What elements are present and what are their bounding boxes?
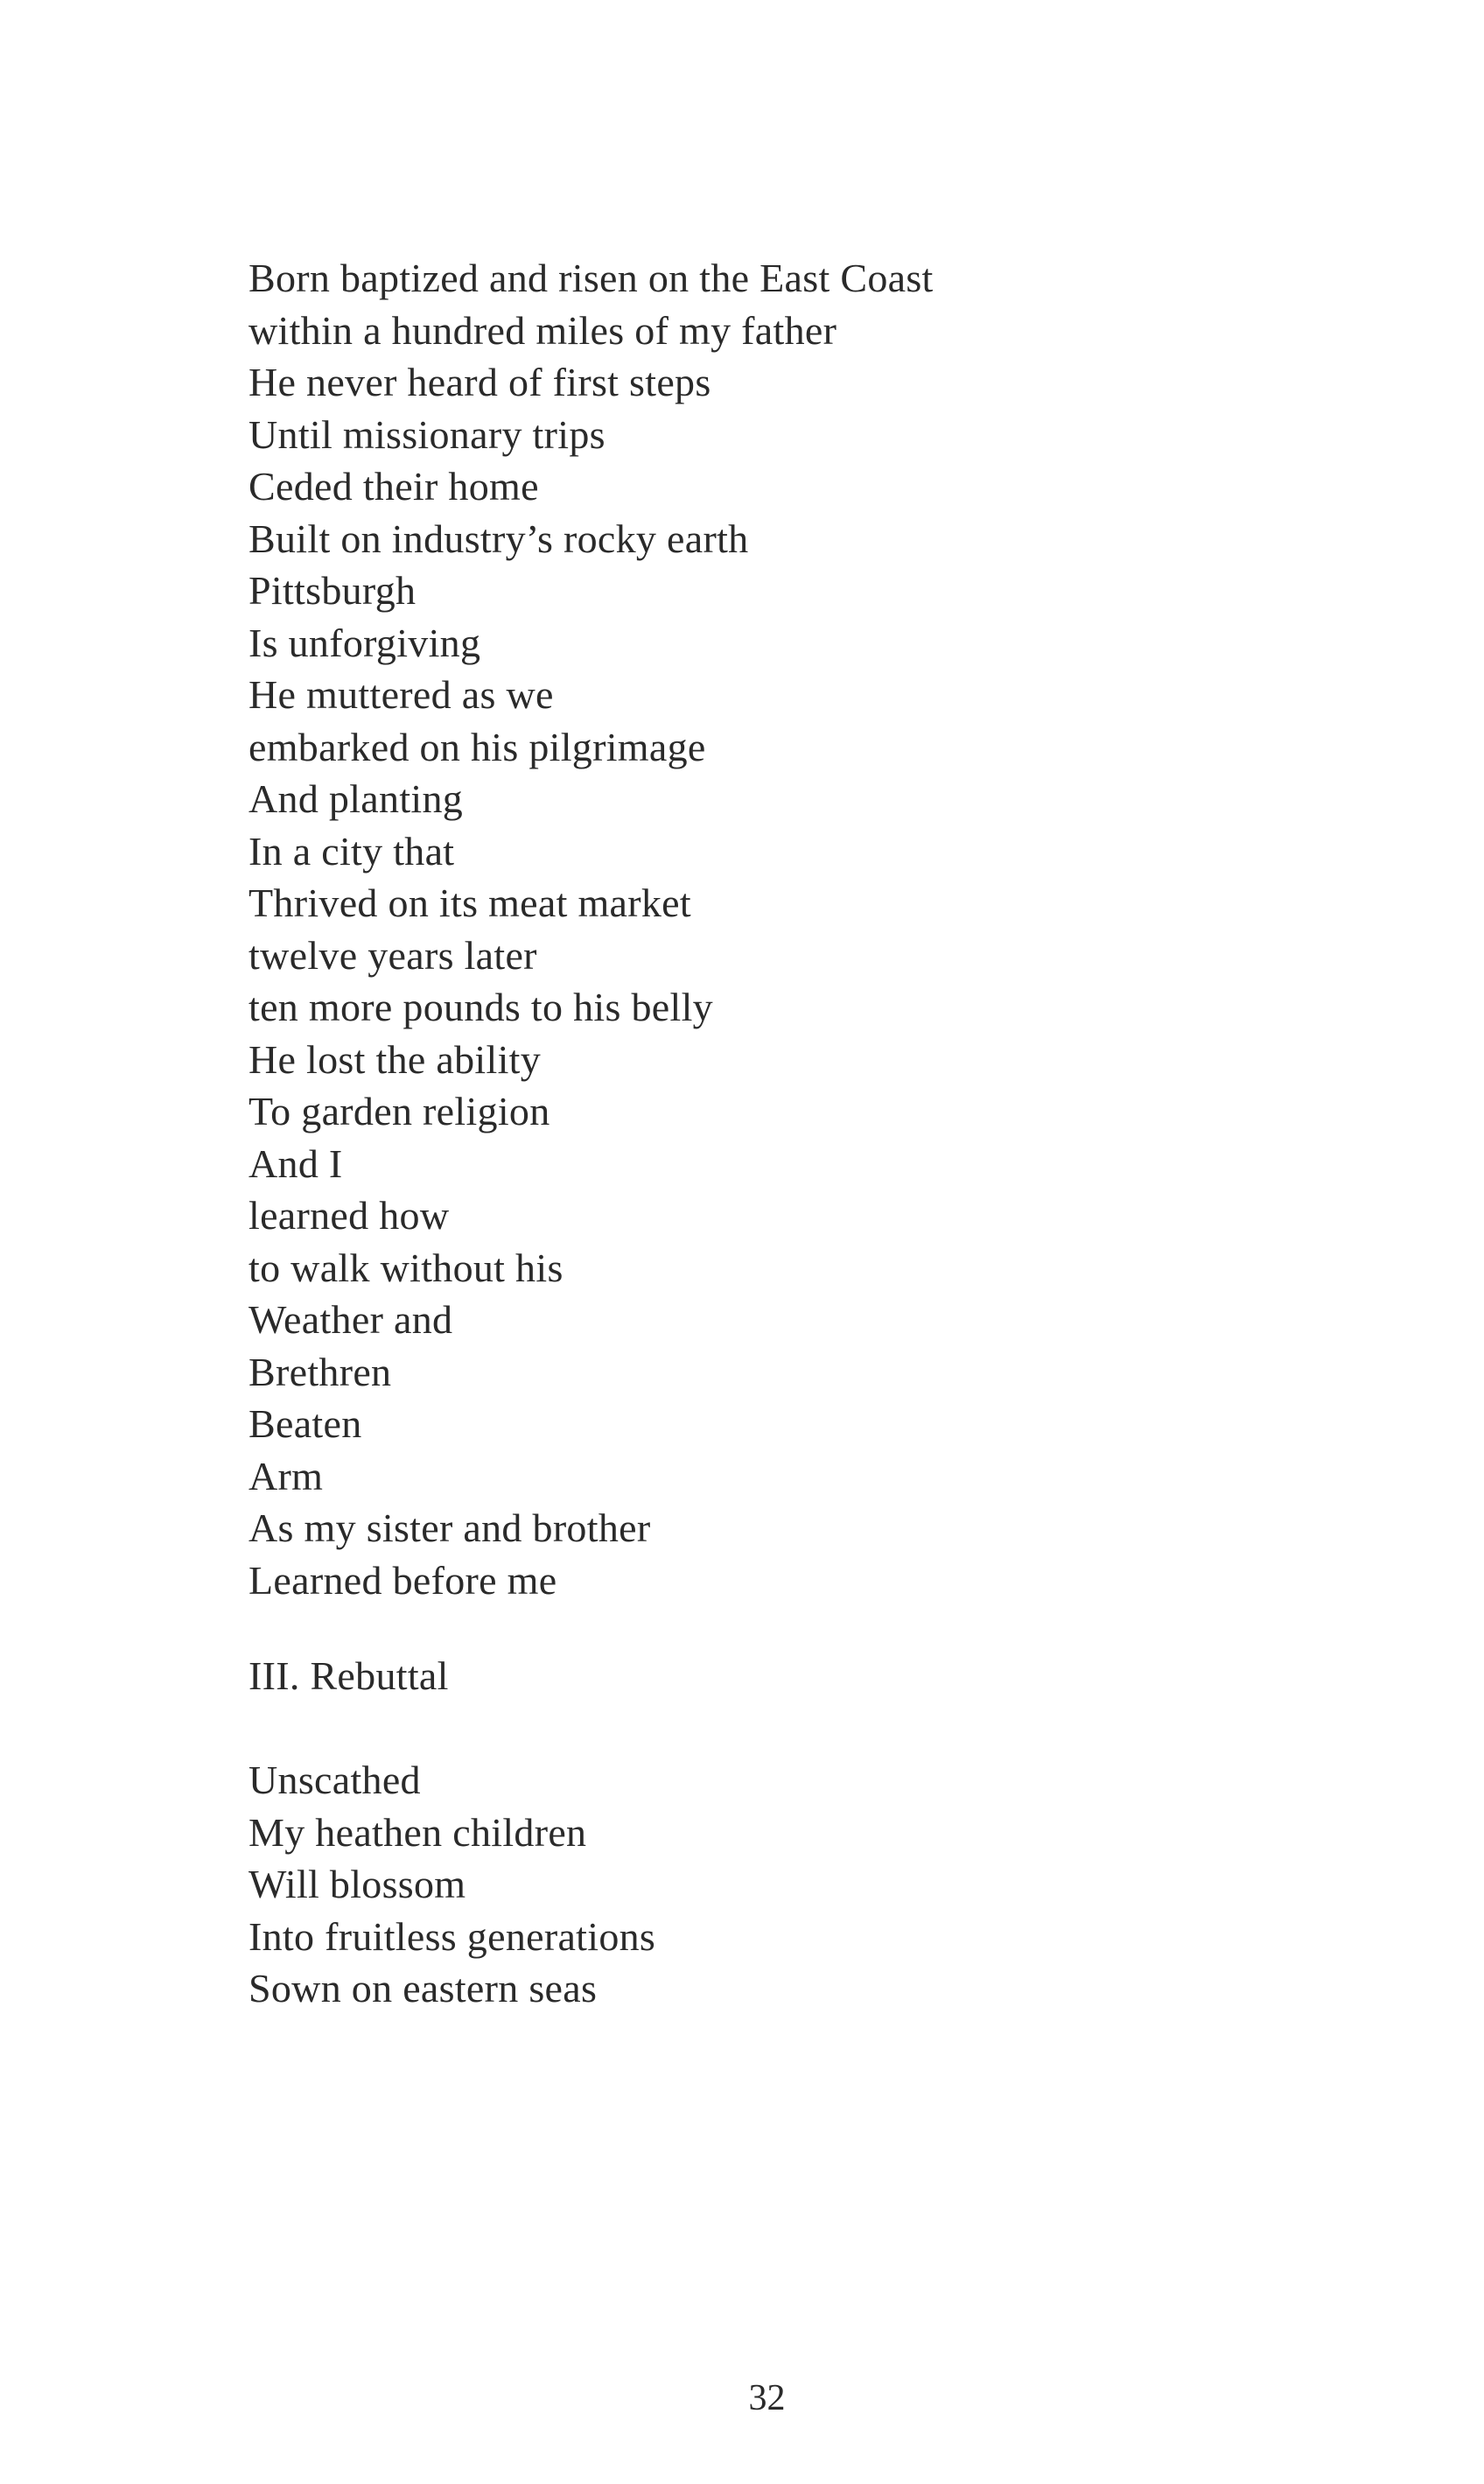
poem-stanza-main xyxy=(248,252,934,1606)
poem-line: My heathen children xyxy=(248,1809,587,1855)
poem-line: To garden religion xyxy=(248,1089,550,1133)
poem-line: Born baptized and risen on the East Coast xyxy=(248,256,934,300)
poem-line: Sown on eastern seas xyxy=(248,1966,598,2010)
poem-line: Built on industry’s rocky earth xyxy=(248,516,749,561)
poem-line: Will blossom xyxy=(248,1862,466,1906)
poem-line: Brethren xyxy=(248,1349,392,1394)
poem-line: And I xyxy=(248,1140,343,1186)
poem-line: In a city that xyxy=(248,828,455,874)
poem-line: Beaten xyxy=(248,1401,362,1446)
poem-line: within a hundred miles of my father xyxy=(248,307,837,353)
poem-line: ten more pounds to his belly xyxy=(248,985,713,1029)
poem-line: Pittsburgh xyxy=(248,568,416,613)
poem-line: He lost the ability xyxy=(248,1036,542,1082)
poem-line: Arm xyxy=(248,1453,324,1498)
poem-line: As my sister and brother xyxy=(248,1505,651,1550)
poem-line: Weather and xyxy=(248,1297,453,1342)
poem-line: He never heard of first steps xyxy=(248,360,711,404)
page-number: 32 xyxy=(748,2378,786,2418)
poem-line: Until missionary trips xyxy=(248,411,606,457)
poem-line: And planting xyxy=(248,776,464,821)
poem-line: Thrived on its meat market xyxy=(248,881,691,925)
poem-line: learned how xyxy=(248,1193,450,1238)
poem-line: embarked on his pilgrimage xyxy=(248,724,706,769)
poem-line: Unscathed xyxy=(248,1758,421,1802)
poem-line: Ceded their home xyxy=(248,464,539,509)
poem-stanza-rebuttal xyxy=(248,1754,655,2015)
poem-line: Is unforgiving xyxy=(248,620,481,665)
poem-line: He muttered as we xyxy=(248,672,554,717)
poem-line: twelve years later xyxy=(248,932,537,978)
poem-line: Into fruitless generations xyxy=(248,1913,656,1959)
section-heading: III. Rebuttal xyxy=(248,1653,449,1698)
poem-line: to walk without his xyxy=(248,1245,564,1290)
poem-line: Learned before me xyxy=(248,1557,557,1603)
